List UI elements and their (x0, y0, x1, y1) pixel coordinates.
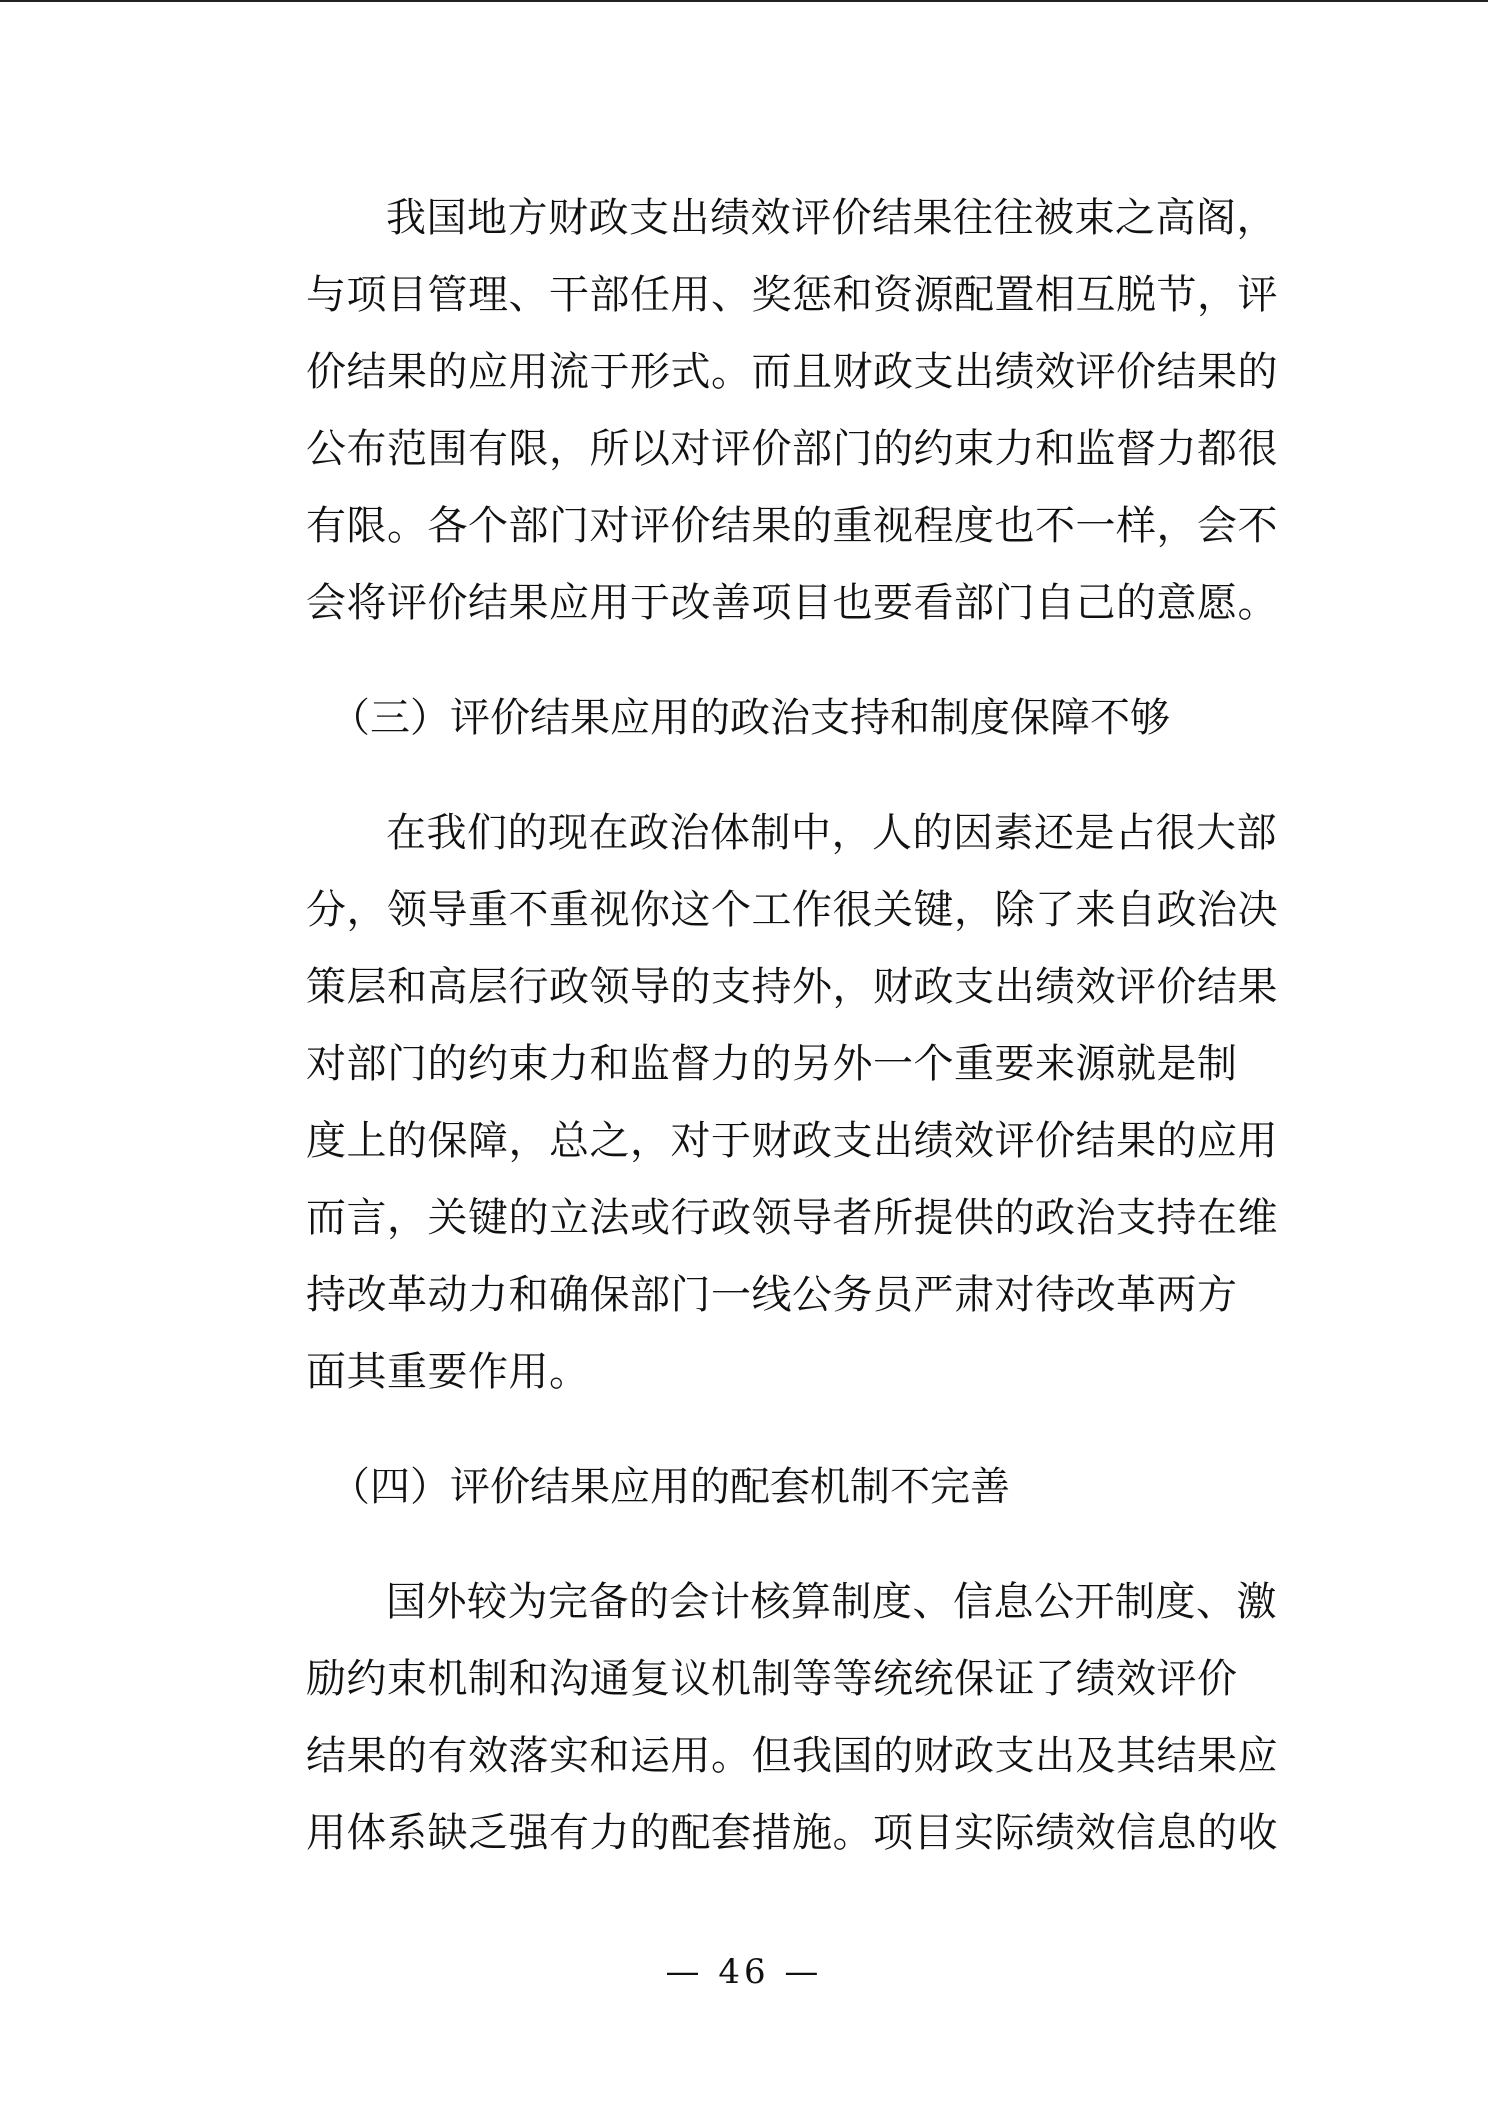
paragraph-evaluation-results-shelved (306, 180, 1278, 642)
text-line: 国外较为完备的会计核算制度、信息公开制度、激 (386, 1579, 1277, 1625)
text-line: 与项目管理、干部任用、奖惩和资源配置相互脱节，评 (306, 272, 1278, 318)
spacer (306, 757, 1266, 795)
page-body (306, 180, 1278, 1872)
paragraph-political-support (306, 795, 1278, 1411)
paragraph-supporting-mechanisms (306, 1564, 1278, 1872)
text-line: 度上的保障，总之，对于财政支出绩效评价结果的应用 (306, 1118, 1278, 1164)
text-line: 价结果的应用流于形式。而且财政支出绩效评价结果的 (306, 349, 1278, 395)
text-line: 而言，关键的立法或行政领导者所提供的政治支持在维 (306, 1195, 1278, 1241)
text-line: 持改革动力和确保部门一线公务员严肃对待改革两方 (306, 1272, 1238, 1318)
section-heading-3: （三）评价结果应用的政治支持和制度保障不够 (330, 695, 1170, 741)
spacer (306, 1411, 1266, 1449)
text-line: 分，领导重不重视你这个工作很关键，除了来自政治决 (306, 887, 1278, 933)
text-line: 有限。各个部门对评价结果的重视程度也不一样，会不 (306, 503, 1278, 549)
text-line: 策层和高层行政领导的支持外，财政支出绩效评价结果 (306, 964, 1278, 1010)
spacer (306, 1526, 1266, 1564)
text-line: 我国地方财政支出绩效评价结果往往被束之高阁， (386, 195, 1277, 241)
text-line: 对部门的约束力和监督力的另外一个重要来源就是制 (306, 1041, 1238, 1087)
text-line: 公布范围有限，所以对评价部门的约束力和监督力都很 (306, 426, 1278, 472)
section-heading-4: （四）评价结果应用的配套机制不完善 (330, 1464, 1010, 1510)
text-line: 结果的有效落实和运用。但我国的财政支出及其结果应 (306, 1733, 1278, 1779)
text-line: 励约束机制和沟通复议机制等等统统保证了绩效评价 (306, 1656, 1238, 1702)
top-border-line (0, 0, 1488, 2)
spacer (306, 642, 1266, 680)
text-line: 用体系缺乏强有力的配套措施。项目实际绩效信息的收 (306, 1810, 1278, 1856)
text-line: 会将评价结果应用于改善项目也要看部门自己的意愿。 (306, 580, 1278, 626)
text-line: 在我们的现在政治体制中，人的因素还是占很大部 (386, 810, 1277, 856)
page-number: — 46 — (665, 1952, 823, 1992)
text-line: 面其重要作用。 (306, 1349, 590, 1395)
